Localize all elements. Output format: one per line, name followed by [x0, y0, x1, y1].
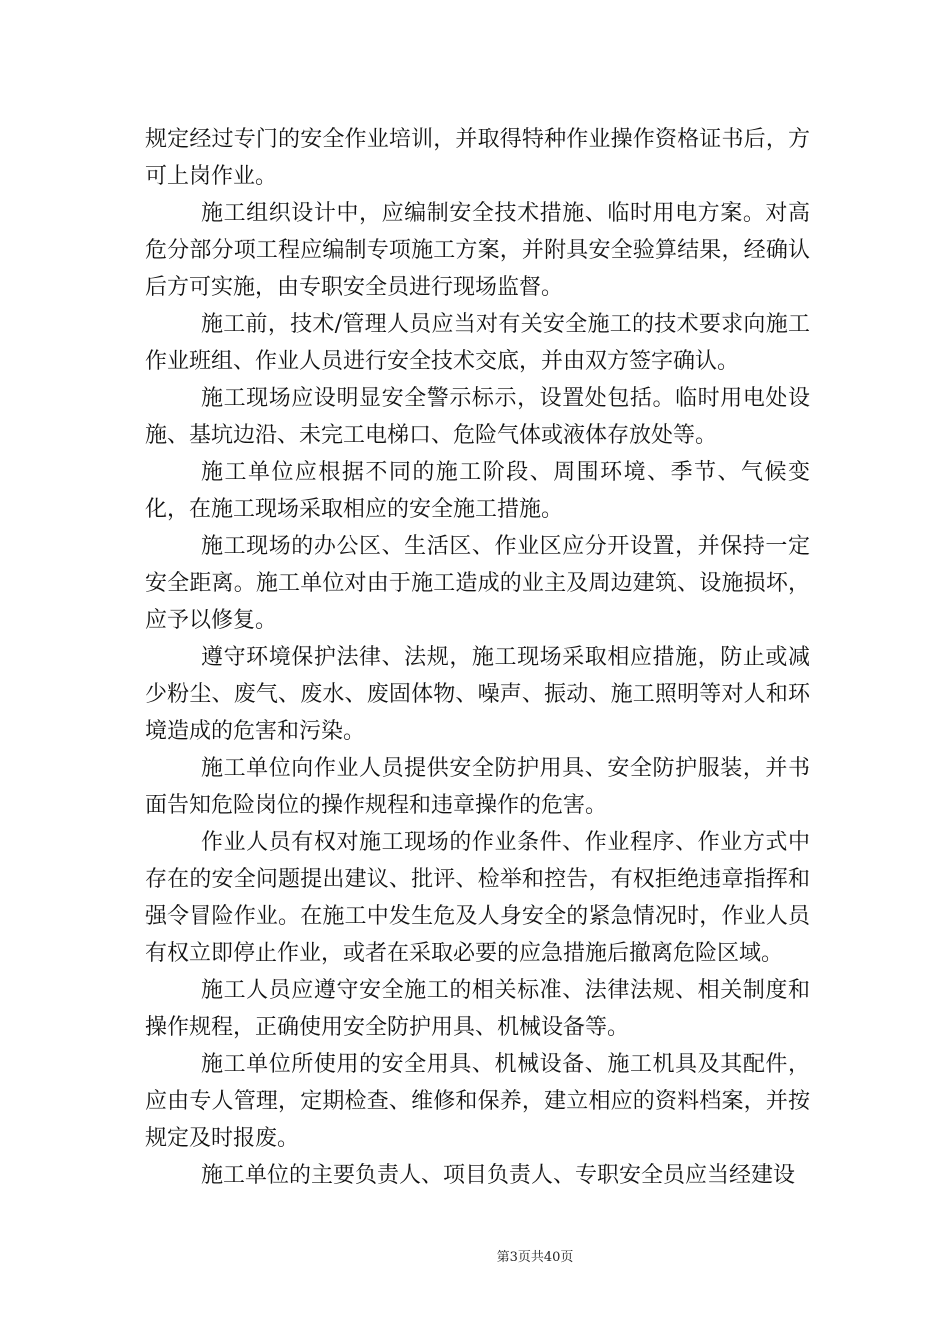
paragraph-5: 施工单位应根据不同的施工阶段、周围环境、季节、气候变化，在施工现场采取相应的安全施工措施。: [145, 460, 810, 522]
paragraph-1: 规定经过专门的安全作业培训，并取得特种作业操作资格证书后，方可上岗作业。: [145, 127, 810, 189]
paragraph-6: 施工现场的办公区、生活区、作业区应分开设置，并保持一定安全距离。施工单位对由于施工造成的业主及周边建筑、设施损坏，应予以修复。: [145, 534, 810, 633]
paragraph-9: 作业人员有权对施工现场的作业条件、作业程序、作业方式中存在的安全问题提出建议、批评、检举和控告，有权拒绝违章指挥和强令冒险作业。在施工中发生危及人身安全的紧急情况时，作业人员有权立即停止作业，或者在采取必要的应急措施后撤离危险区域。: [145, 830, 810, 966]
page-number: 第3页共40页: [496, 1250, 574, 1265]
paragraph-4: 施工现场应设明显安全警示标示，设置处包括。临时用电处设施、基坑边沿、未完工电梯口、危险气体或液体存放处等。: [145, 386, 810, 448]
paragraph-12: 施工单位的主要负责人、项目负责人、专职安全员应当经建设: [201, 1163, 796, 1188]
paragraph-3: 施工前，技术/管理人员应当对有关安全施工的技术要求向施工作业班组、作业人员进行安全技术交底，并由双方签字确认。: [145, 312, 810, 374]
paragraph-2: 施工组织设计中，应编制安全技术措施、临时用电方案。对高危分部分项工程应编制专项施工方案，并附具安全验算结果，经确认后方可实施，由专职安全员进行现场监督。: [145, 201, 810, 300]
paragraph-8: 施工单位向作业人员提供安全防护用具、安全防护服装，并书面告知危险岗位的操作规程和违章操作的危害。: [145, 756, 810, 818]
page-footer: [0, 1246, 950, 1265]
document-body: [145, 121, 810, 1194]
paragraph-7: 遵守环境保护法律、法规，施工现场采取相应措施，防止或减少粉尘、废气、废水、废固体物、噪声、振动、施工照明等对人和环境造成的危害和污染。: [145, 645, 810, 744]
paragraph-11: 施工单位所使用的安全用具、机械设备、施工机具及其配件，应由专人管理，定期检查、维修和保养，建立相应的资料档案，并按规定及时报废。: [145, 1052, 810, 1151]
paragraph-10: 施工人员应遵守安全施工的相关标准、法律法规、相关制度和操作规程，正确使用安全防护用具、机械设备等。: [145, 978, 810, 1040]
